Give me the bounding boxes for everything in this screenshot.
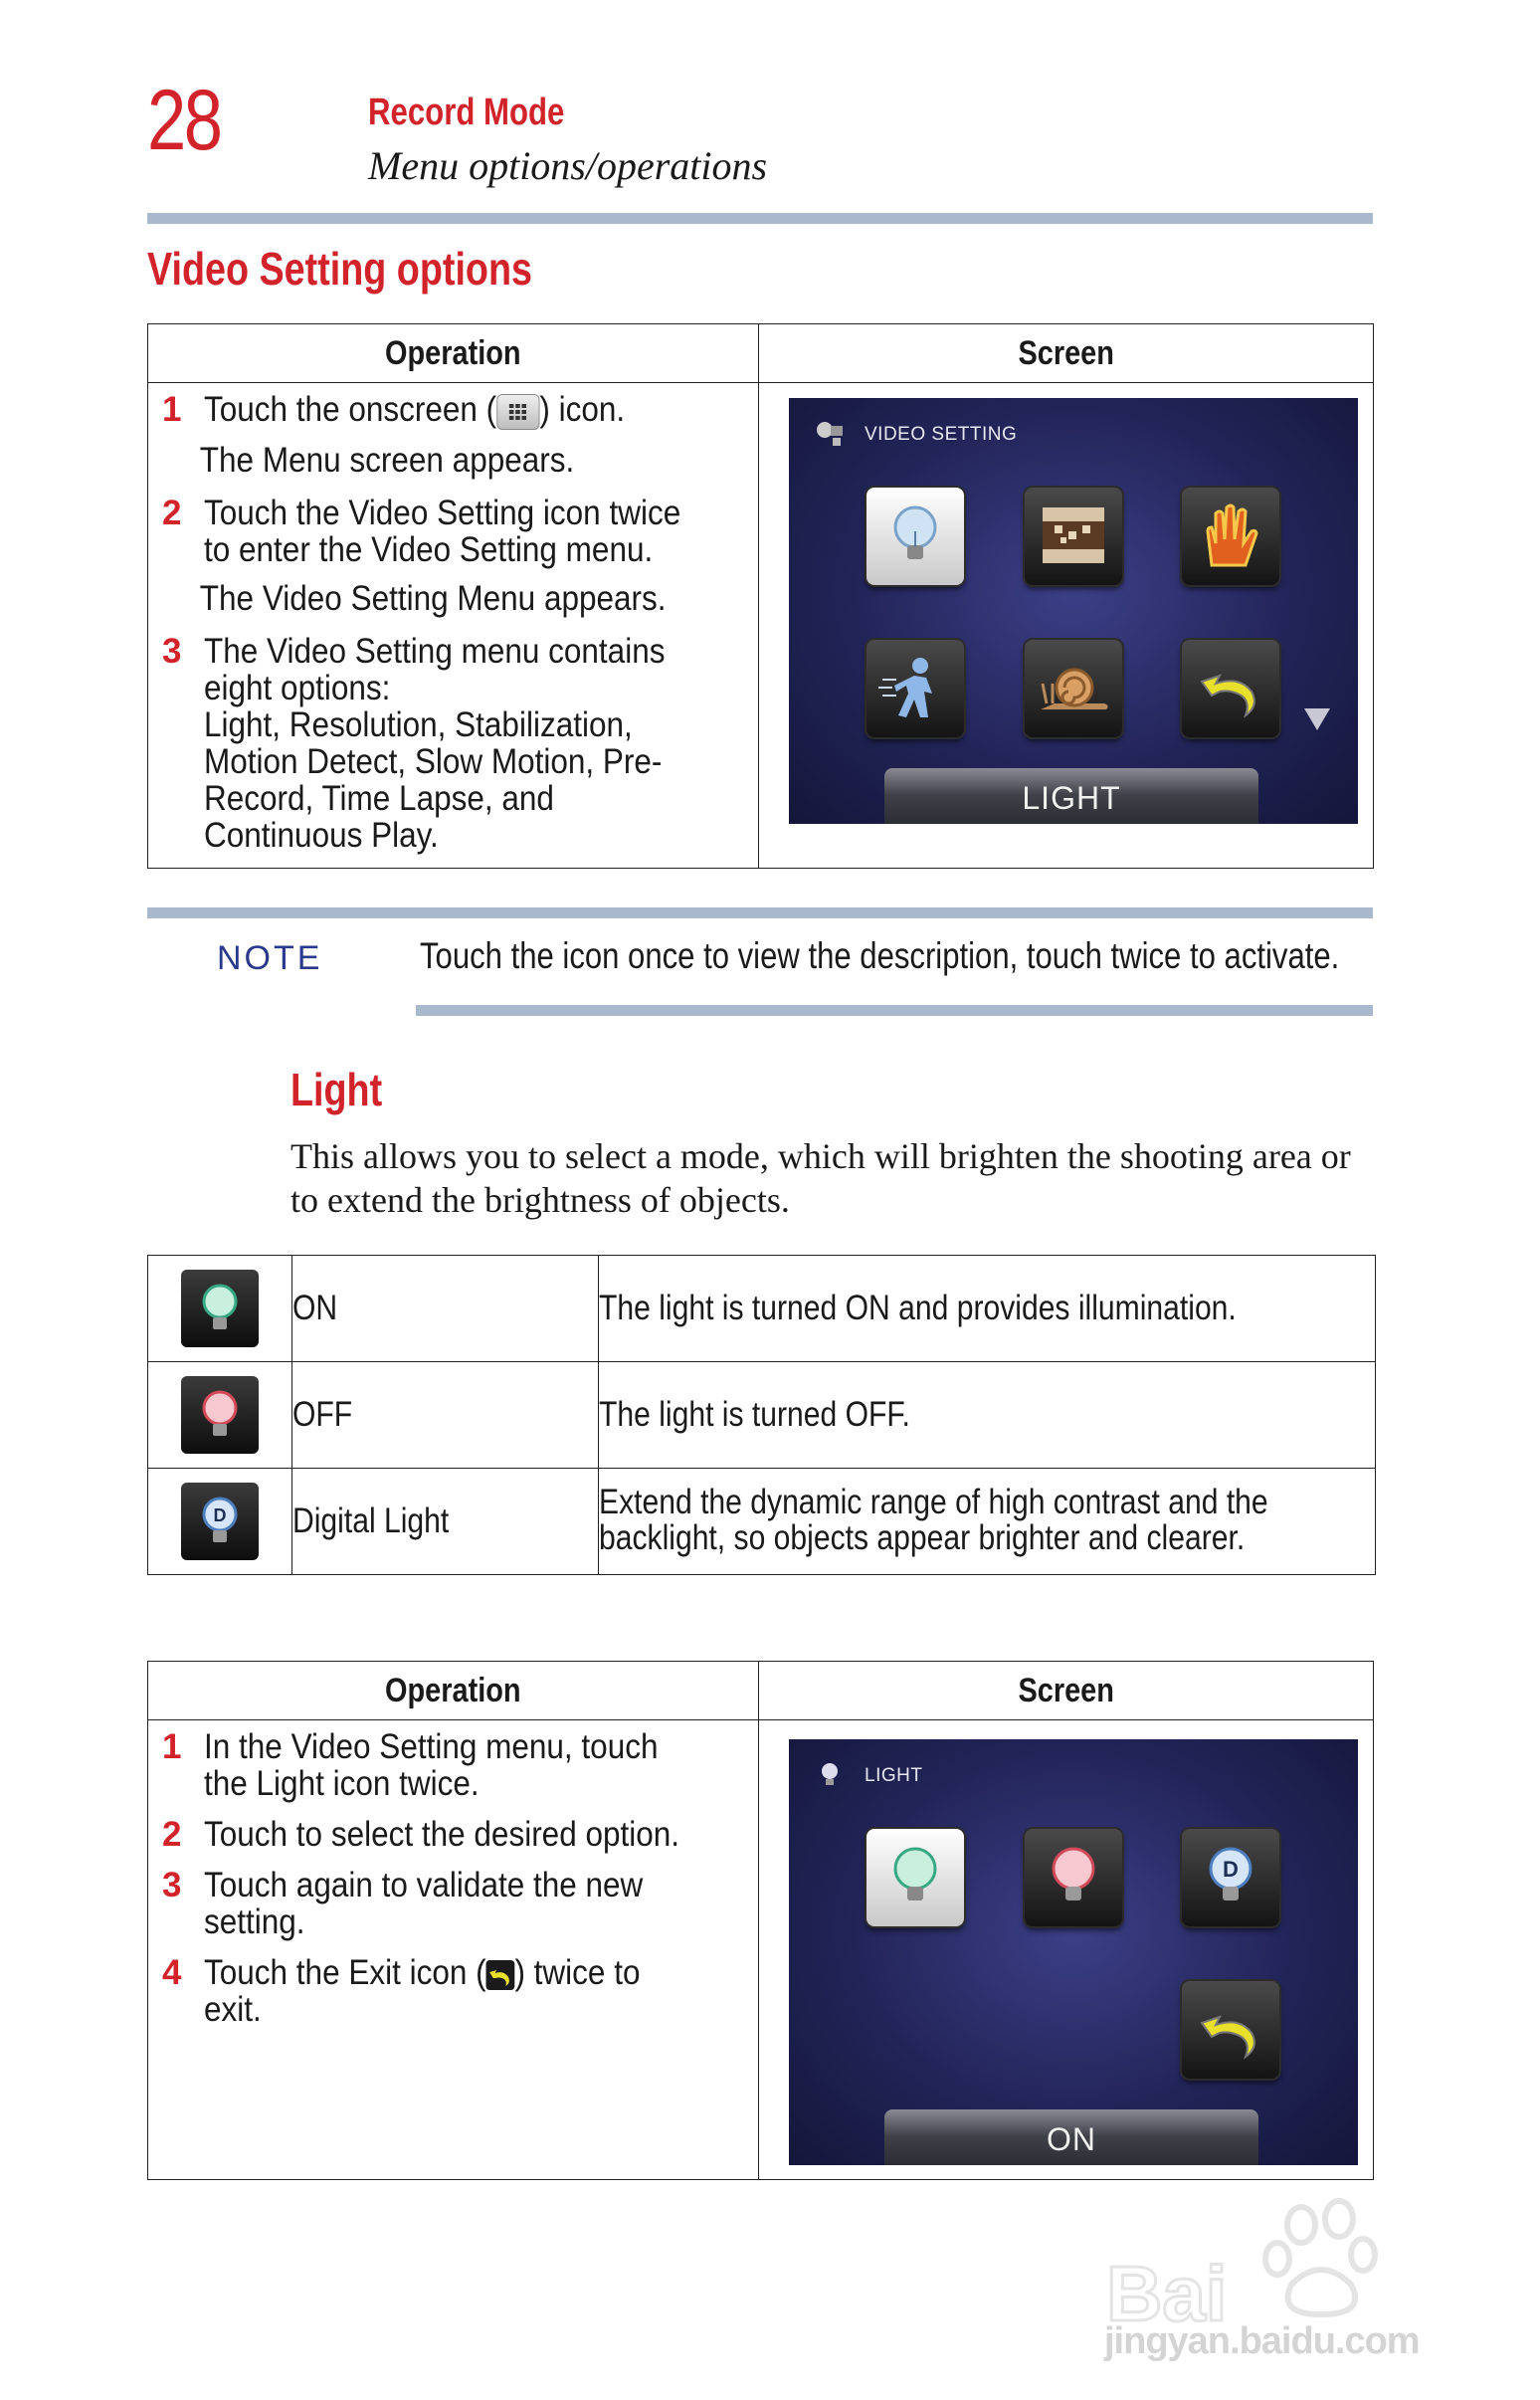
svg-text:D: D bbox=[213, 1505, 227, 1525]
screen-header: Screen bbox=[759, 1662, 1374, 1720]
option-name: Digital Light bbox=[292, 1469, 599, 1575]
option-name: OFF bbox=[292, 1362, 599, 1469]
light-logo-icon bbox=[813, 1757, 847, 1791]
option-name: ON bbox=[292, 1256, 599, 1362]
step-4: 4 Touch the Exit icon ( ) twice to exit. bbox=[162, 1953, 641, 2029]
operation-cell bbox=[148, 383, 759, 869]
menu-grid-icon bbox=[496, 394, 539, 430]
light-description: This allows you to select a mode, which will brighten the shooting area or to extend the brightness of objects. bbox=[290, 1136, 1351, 1220]
screen-title: VIDEO SETTING bbox=[865, 424, 1018, 445]
digital-light-icon bbox=[181, 1483, 259, 1560]
chapter-title: Record Mode bbox=[368, 92, 565, 133]
step-1-result: The Menu screen appears. bbox=[199, 440, 575, 480]
section-title: Menu options/operations bbox=[368, 143, 768, 188]
step-2: 2 Touch to select the desired option. bbox=[162, 1815, 680, 1854]
note-divider-bottom bbox=[416, 1005, 1373, 1016]
watermark-text: jingyan.baidu.com bbox=[1104, 2320, 1420, 2362]
stabilization-hand-icon[interactable] bbox=[1182, 488, 1279, 585]
light-on-icon bbox=[181, 1270, 259, 1347]
light-options-table bbox=[147, 1255, 1376, 1575]
step-1: 1 In the Video Setting menu, touch the Light icon twice. bbox=[162, 1727, 659, 1803]
option-description: The light is turned OFF. bbox=[599, 1362, 1376, 1469]
exit-icon[interactable] bbox=[1182, 1981, 1279, 2079]
operation-header: Operation bbox=[148, 1662, 759, 1720]
light-off-icon bbox=[181, 1376, 259, 1454]
option-description: Extend the dynamic range of high contrast and the backlight, so objects appear brighter and clearer. bbox=[599, 1469, 1376, 1575]
operation-cell bbox=[148, 1720, 759, 2180]
page-number: 28 bbox=[147, 73, 221, 168]
screen-title: LIGHT bbox=[865, 1765, 923, 1786]
light-off-icon[interactable] bbox=[1025, 1829, 1122, 1926]
options-list: Light, Resolution, Stabilization, Motion Detect, Slow Motion, Pre-Record, Time Lapse, and Continuous Play. bbox=[204, 704, 663, 855]
video-setting-screen bbox=[789, 398, 1358, 824]
screen-selection-bar: ON bbox=[884, 2109, 1258, 2165]
light-screen bbox=[789, 1739, 1358, 2165]
note-label: NOTE bbox=[217, 939, 323, 977]
exit-icon[interactable] bbox=[1182, 640, 1279, 737]
option-row-digital bbox=[148, 1469, 1376, 1575]
operation-header: Operation bbox=[148, 324, 759, 383]
slow-motion-snail-icon[interactable] bbox=[1025, 640, 1122, 737]
header-divider bbox=[147, 213, 1373, 224]
light-heading: Light bbox=[290, 1064, 383, 1115]
step-3: 3 Touch again to validate the new setting. bbox=[162, 1866, 644, 1941]
motion-detect-icon[interactable] bbox=[866, 640, 964, 737]
note-text: Touch the icon once to view the description, touch twice to activate. bbox=[420, 935, 1340, 976]
step-3: 3 The Video Setting menu contains eight options: Light, Resolution, Stabilization, Motion Detect, Slow Motion, Pre-Record, Time Lapse, and Continuous Play. bbox=[162, 631, 666, 855]
step-2-result: The Video Setting Menu appears. bbox=[199, 578, 667, 618]
note-divider-top bbox=[147, 907, 1373, 918]
step-2: 2 Touch the Video Setting icon twice to enter the Video Setting menu. bbox=[162, 493, 681, 569]
svg-text:D: D bbox=[1223, 1857, 1239, 1882]
screen-header: Screen bbox=[759, 324, 1374, 383]
screen-selection-bar: LIGHT bbox=[884, 768, 1258, 824]
light-on-icon[interactable] bbox=[866, 1829, 964, 1926]
option-row-off bbox=[148, 1362, 1376, 1469]
option-description: The light is turned ON and provides illumination. bbox=[599, 1256, 1376, 1362]
light-bulb-icon[interactable] bbox=[866, 488, 964, 585]
video-setting-logo-icon bbox=[813, 416, 847, 450]
step-1: 1 Touch the onscreen ( ) icon. bbox=[162, 390, 626, 429]
svg-text:Bai: Bai bbox=[1106, 2250, 1228, 2337]
triangle-down-icon[interactable] bbox=[1302, 706, 1332, 732]
exit-icon bbox=[486, 1960, 515, 1990]
option-row-on bbox=[148, 1256, 1376, 1362]
video-setting-heading: Video Setting options bbox=[147, 243, 532, 295]
resolution-icon[interactable] bbox=[1025, 488, 1122, 585]
digital-light-icon[interactable] bbox=[1182, 1829, 1279, 1926]
